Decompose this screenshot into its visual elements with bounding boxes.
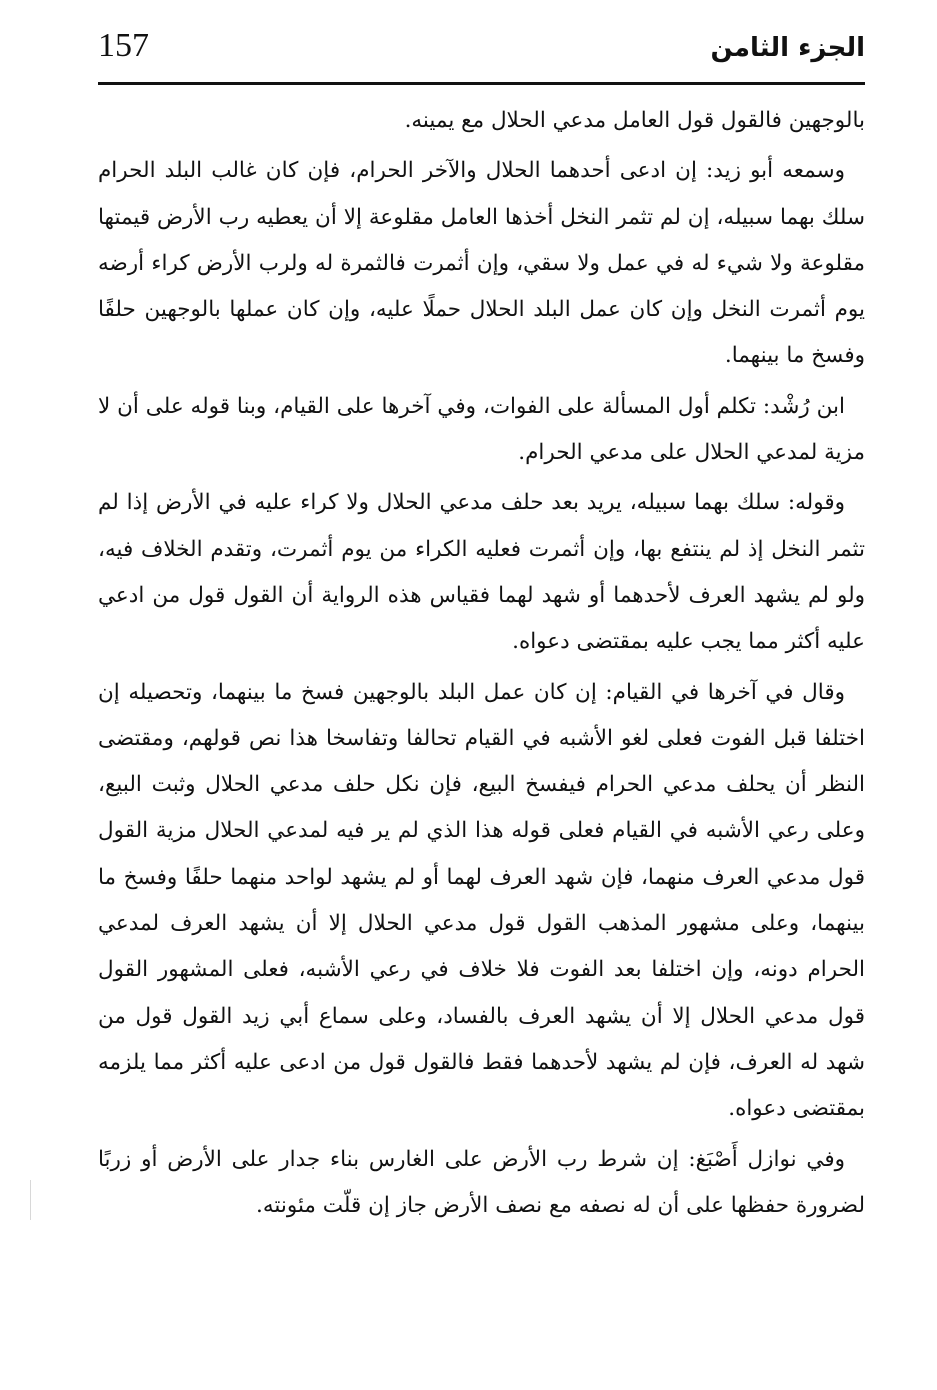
paragraph: وفي نوازل أَصْبَغ: إن شرط رب الأرض على الغارس بناء جدار على الأرض أو زربًا لضرورة حفظها على أن له نصفه مع نصف الأرض جاز إن قلّت مئونته. bbox=[98, 1146, 865, 1218]
page-header bbox=[98, 24, 865, 76]
page-number: 157 bbox=[98, 27, 149, 64]
running-title: الجزء الثامن bbox=[710, 33, 865, 63]
scan-edge-mark bbox=[30, 1180, 31, 1220]
paragraph: ابن رُشْد: تكلم أول المسألة على الفوات، وفي آخرها على القيام، وبنا قوله على أن لا مزية لمدعي الحلال على مدعي الحرام. bbox=[98, 393, 865, 466]
header-rule bbox=[98, 82, 865, 85]
body-text bbox=[98, 98, 865, 1233]
paragraph: بالوجهين فالقول قول العامل مدعي الحلال مع يمينه. bbox=[404, 108, 865, 133]
paragraph: وقال في آخرها في القيام: إن كان عمل البلد بالوجهين فسخ ما بينهما، وتحصيله إن اختلفا قبل الفوت فعلى لغو الأشبه في القيام تحالفا وتفاسخا هذا نص قولهم، ومقتضى النظر أن يحلف مدعي الحرام فيفسخ البيع، فإن نكل حلف مدعي الحلال وثبت البيع، وعلى رعي الأشبه في القيام فعلى قوله هذا الذي لم ير فيه لمدعي الحلال مزية القول قول مدعي العرف منهما، فإن شهد العرف لهما أو لم يشهد لواحد منهما حلفًا وفسخ ما بينهما، وعلى مشهور المذهب القول قول مدعي الحلال إلا أن يشهد العرف لمدعي الحرام دونه، وإن اختلفا بعد الفوت فلا خلاف في رعي الأشبه، فعلى المشهور القول قول مدعي الحلال إلا أن يشهد العرف بالفساد، وعلى سماع أبي زيد القول قول من شهد له العرف، فإن لم يشهد لأحدهما فقط فالقول قول من ادعى عليه أكثر مما يلزمه بمقتضى دعواه. bbox=[98, 679, 865, 1122]
paragraph: وسمعه أبو زيد: إن ادعى أحدهما الحلال والآخر الحرام، فإن كان غالب البلد الحرام سلك بهما سبيله، إن لم تثمر النخل أخذها العامل مقلوعة إلا أن يعطيه رب الأرض قيمتها مقلوعة ولا شيء له في عمل ولا سقي، وإن أثمرت فالثمرة له ولرب الأرض كراء أرضه يوم أثمرت النخل وإن كان عمل البلد الحلال حملًا عليه، وإن كان عملها بالوجهين حلفًا وفسخ ما بينهما. bbox=[98, 158, 865, 369]
paragraph: وقوله: سلك بهما سبيله، يريد بعد حلف مدعي الحلال ولا كراء عليه في الأرض إذا لم تثمر النخل إذ لم ينتفع بها، وإن أثمرت فعليه الكراء من يوم أثمرت، وتقدم الخلاف فيه، ولو لم يشهد العرف لأحدهما أو شهد لهما فقياس هذه الرواية أن القول قول من ادعي عليه أكثر مما يجب عليه بمقتضى دعواه. bbox=[98, 490, 865, 655]
